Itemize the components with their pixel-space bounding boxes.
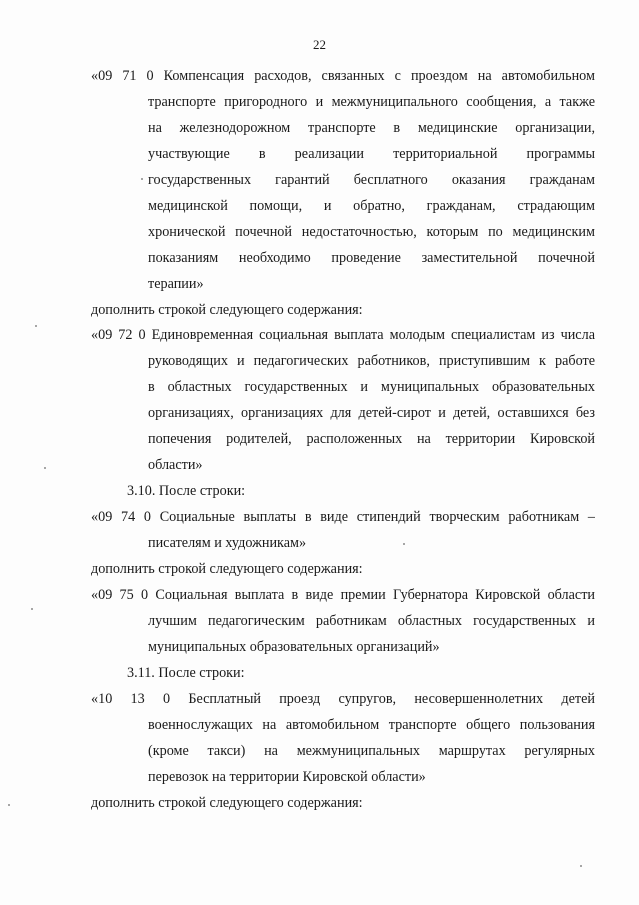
- block4-line-1: «09 75 0 Социальная выплата в виде премии Губернатора Кировской области: [91, 587, 595, 603]
- block1-line-1: «09 71 0 Компенсация расходов, связанных с проездом на автомобильном: [91, 68, 595, 84]
- block5-line-3: (кроме такси) на межмуниципальных маршрутах регулярных: [148, 743, 595, 759]
- block1-line-9: терапии»: [148, 276, 204, 292]
- block3-line-1: «09 74 0 Социальные выплаты в виде стипендий творческим работникам –: [91, 509, 595, 525]
- block5-line-2: военнослужащих на автомобильном транспорте общего пользования: [148, 717, 595, 733]
- scan-speck: [141, 178, 143, 180]
- page-number: 22: [313, 37, 326, 52]
- scan-speck: [44, 467, 46, 469]
- block1-line-2: транспорте пригородного и межмуниципального сообщения, а также: [148, 94, 595, 110]
- block3-line-2: писателям и художникам»: [148, 535, 307, 551]
- block1-line-6: медицинской помощи, и обратно, гражданам, страдающим: [148, 198, 595, 214]
- block2-line-5: попечения родителей, расположенных на территории Кировской: [148, 431, 595, 447]
- block2-line-3: в областных государственных и муниципальных образовательных: [148, 379, 595, 395]
- scan-speck: [403, 543, 405, 545]
- scan-speck: [31, 608, 33, 610]
- item-3-11: 3.11. После строки:: [127, 665, 245, 681]
- block1-line-4: участвующие в реализации территориальной программы: [148, 146, 595, 162]
- block1-line-5: государственных гарантий бесплатного оказания гражданам: [148, 172, 595, 188]
- scan-speck: [35, 325, 37, 327]
- block1-line-3: на железнодорожном транспорте в медицинские организации,: [148, 120, 595, 136]
- block4-line-3: муниципальных образовательных организаций»: [148, 639, 440, 655]
- block2-line-4: организациях, организациях для детей-сирот и детей, оставшихся без: [148, 405, 595, 421]
- supplement-line-3: дополнить строкой следующего содержания:: [91, 795, 363, 811]
- scan-speck: [8, 804, 10, 806]
- block2-line-2: руководящих и педагогических работников, приступившим к работе: [148, 353, 595, 369]
- block5-line-1: «10 13 0 Бесплатный проезд супругов, несовершеннолетних детей: [91, 691, 595, 707]
- supplement-line-2: дополнить строкой следующего содержания:: [91, 561, 363, 577]
- scan-speck: [580, 865, 582, 867]
- block1-line-7: хронической почечной недостаточностью, которым по медицинским: [148, 224, 595, 240]
- item-3-10: 3.10. После строки:: [127, 483, 246, 499]
- block4-line-2: лучшим педагогическим работникам областных государственных и: [148, 613, 595, 629]
- block1-line-8: показаниям необходимо проведение заместительной почечной: [148, 250, 595, 266]
- block5-line-4: перевозок на территории Кировской области»: [148, 769, 426, 785]
- supplement-line-1: дополнить строкой следующего содержания:: [91, 302, 363, 318]
- block2-line-6: области»: [148, 457, 203, 473]
- block2-line-1: «09 72 0 Единовременная социальная выплата молодым специалистам из числа: [91, 327, 595, 343]
